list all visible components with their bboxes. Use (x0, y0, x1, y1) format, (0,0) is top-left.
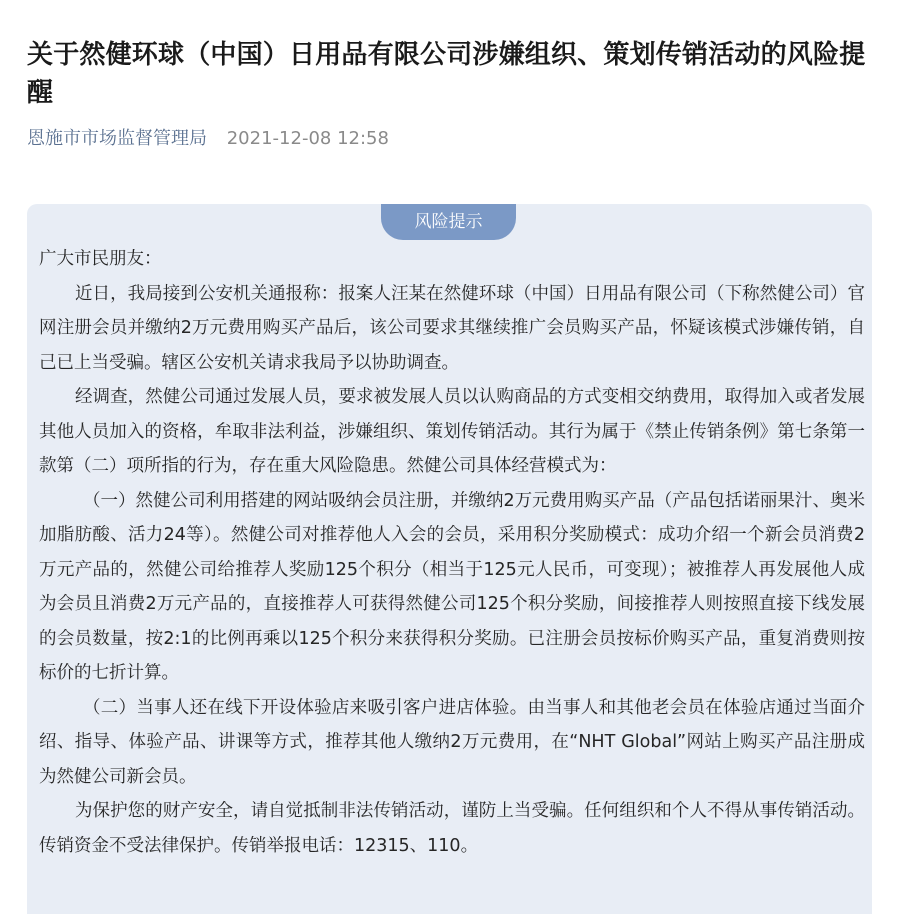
article-title: 关于然健环球（中国）日用品有限公司涉嫌组织、策划传销活动的风险提醒 (27, 40, 866, 108)
notice-paragraph: 经调查，然健公司通过发展人员，要求被发展人员以认购商品的方式变相交纳费用，取得加入或者发展其他人员加入的资格，牟取非法利益，涉嫌组织、策划传销活动。其行为属于《禁止传销条例》第七条第一款第（二）项所指的行为，存在重大风险隐患。然健公司具体经营模式为： (39, 387, 865, 476)
notice-paragraph: （二）当事人还在线下开设体验店来吸引客户进店体验。由当事人和其他老会员在体验店通过当面介绍、指导、体验产品、讲课等方式，推荐其他人缴纳2万元费用，在“NHT Global”网站上购买产品注册成为然健公司新会员。 (39, 697, 865, 787)
notice-paragraph: 为保护您的财产安全，请自觉抵制非法传销活动，谨防上当受骗。任何组织和个人不得从事传销活动。传销资金不受法律保护。传销举报电话：12315、110。 (39, 801, 865, 856)
notice-paragraph: 近日，我局接到公安机关通报称：报案人汪某在然健环球（中国）日用品有限公司（下称然健公司）官网注册会员并缴纳2万元费用购买产品后，该公司要求其继续推广会员购买产品，怀疑该模式涉嫌传销，自己已上当受骗。辖区公安机关请求我局予以协助调查。 (39, 283, 865, 373)
notice-greeting: 广大市民朋友： (39, 249, 162, 269)
risk-notice-badge: 风险提示 (381, 204, 516, 240)
article-meta (27, 126, 389, 152)
source-link[interactable]: 恩施市市场监督管理局 (27, 128, 207, 149)
notice-body (39, 242, 865, 863)
publish-datetime: 2021-12-08 12:58 (226, 128, 389, 149)
risk-notice-box (27, 204, 872, 914)
notice-paragraph: （一）然健公司利用搭建的网站吸纳会员注册，并缴纳2万元费用购买产品（产品包括诺丽果汁、奥米加脂肪酸、活力24等）。然健公司对推荐他人入会的会员，采用积分奖励模式：成功介绍一个新会员消费2万元产品的，然健公司给推荐人奖励125个积分（相当于125元人民币，可变现）；被推荐人再发展他人成为会员且消费2万元产品的，直接推荐人可获得然健公司125个积分奖励，间接推荐人则按照直接下线发展的会员数量，按2:1的比例再乘以125个积分来获得积分奖励。已注册会员按标价购买产品，重复消费则按标价的七折计算。 (39, 490, 865, 683)
